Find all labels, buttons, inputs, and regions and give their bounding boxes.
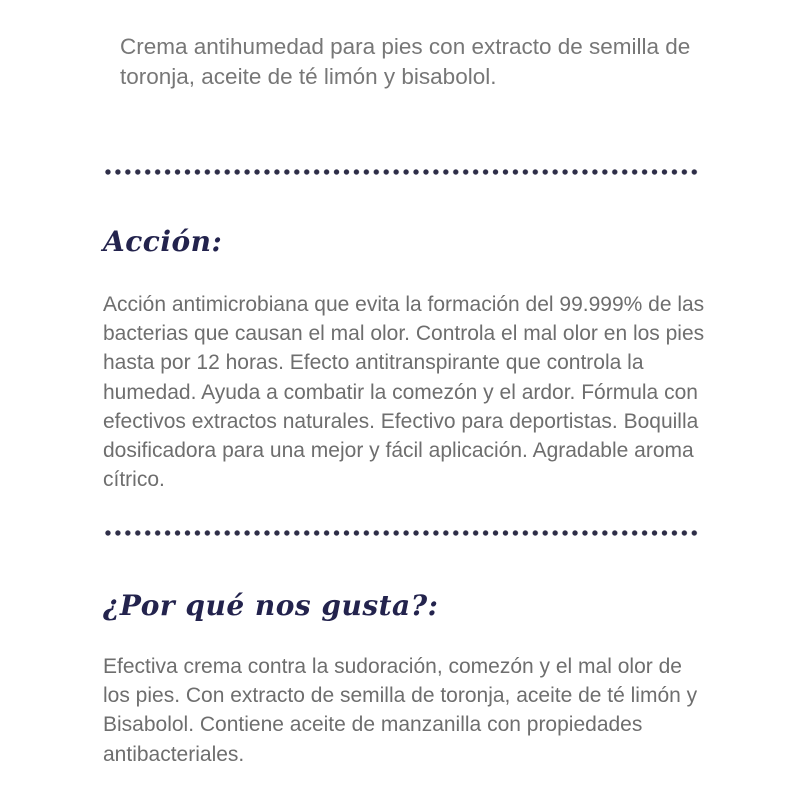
- section-heading-accion: Acción:: [103, 225, 223, 258]
- product-description: Crema antihumedad para pies con extracto de semilla de toronja, aceite de té limón y bisabolol.: [120, 34, 691, 89]
- section-body-por-que-nos-gusta: Efectiva crema contra la sudoración, comezón y el mal olor de los pies. Con extracto de semilla de toronja, aceite de té limón y Bisabolol. Contiene aceite de manzanilla con propiedades antibacteriales.: [103, 655, 698, 766]
- dotted-divider: [103, 169, 698, 175]
- section-body-accion: Acción antimicrobiana que evita la formación del 99.999% de las bacterias que causan el mal olor. Controla el mal olor en los pies hasta por 12 horas. Efecto antitranspirante que controla la humedad. Ayuda a combatir la comezón y el ardor. Fórmula con efectivos extractos naturales. Efectivo para deportistas. Boquilla dosificadora para una mejor y fácil aplicación. Agradable aroma cítrico.: [103, 293, 705, 492]
- dotted-divider: [103, 530, 698, 536]
- section-heading-por-que-nos-gusta: ¿Por qué nos gusta?:: [103, 589, 439, 622]
